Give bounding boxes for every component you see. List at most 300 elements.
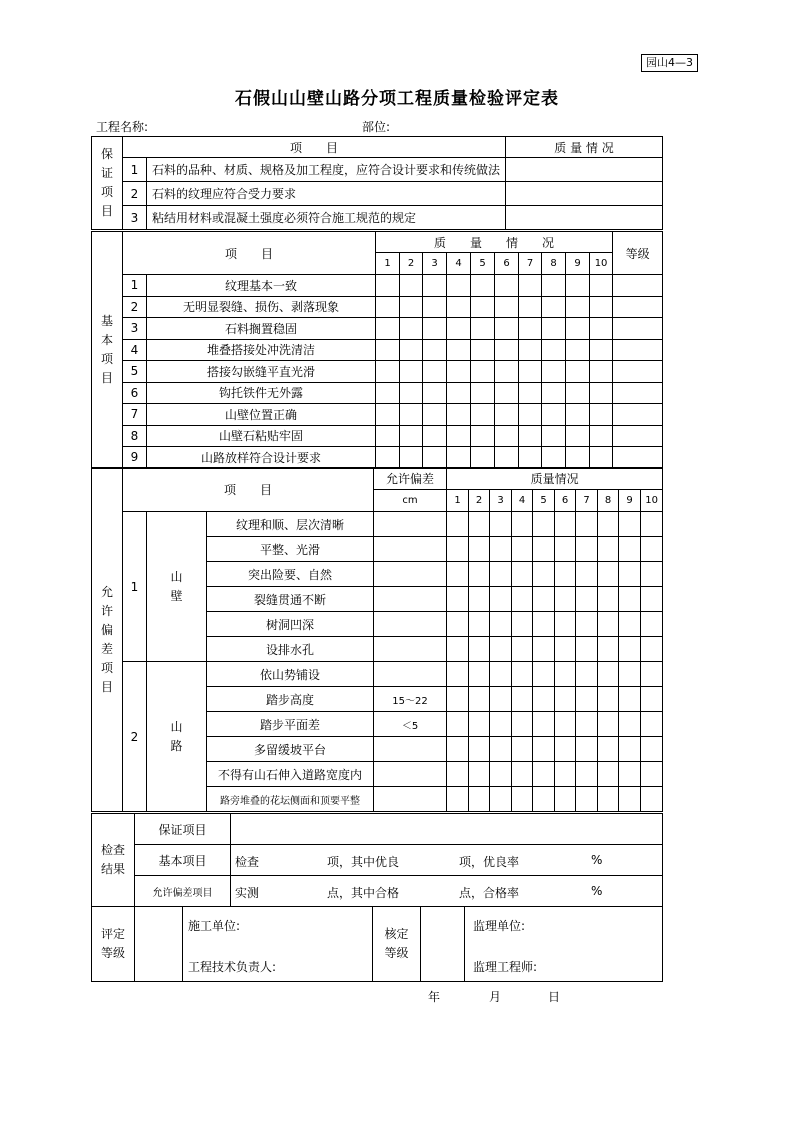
basic-grade-cell: [613, 318, 663, 340]
basic-check-cell: [590, 447, 613, 469]
basic-item-text: 搭接勾嵌缝平直光滑: [147, 361, 376, 383]
tolerance-check-cell: [619, 737, 641, 762]
result-table: [91, 813, 663, 907]
tolerance-check-cell: [576, 712, 598, 737]
tolerance-check-cell: [619, 587, 641, 612]
tolerance-check-cell: [641, 787, 663, 812]
guarantee-item-text: 石料的纹理应符合受力要求: [147, 182, 506, 206]
guarantee-item-text: 石料的品种、材质、规格及加工程度，应符合设计要求和传统做法: [147, 158, 506, 182]
basic-col-header: 7: [519, 253, 542, 275]
guarantee-item-no: 2: [123, 182, 147, 206]
tolerance-check-cell: [469, 612, 490, 637]
tolerance-item-header: 项 目: [123, 468, 374, 512]
tolerance-item-text: 多留缓坡平台: [207, 737, 374, 762]
basic-check-cell: [590, 382, 613, 404]
basic-check-cell: [471, 404, 495, 426]
basic-check-cell: [519, 318, 542, 340]
basic-grade-cell: [613, 275, 663, 297]
basic-items-table: [91, 231, 663, 469]
tolerance-check-cell: [619, 537, 641, 562]
basic-row: [92, 339, 663, 361]
tolerance-item-text: 路旁堆叠的花坛侧面和顶要平整: [207, 787, 374, 812]
tolerance-check-cell: [469, 637, 490, 662]
basic-check-cell: [519, 339, 542, 361]
tolerance-check-cell: [641, 537, 663, 562]
tolerance-item-allow: [374, 587, 447, 612]
basic-check-cell: [566, 361, 590, 383]
basic-item-header: 项 目: [123, 232, 376, 275]
tolerance-item-text: 树洞凹深: [207, 612, 374, 637]
tolerance-check-cell: [447, 587, 469, 612]
tolerance-check-cell: [512, 562, 533, 587]
form-code: 园山4—3: [641, 54, 698, 72]
tolerance-col-header: 6: [555, 490, 576, 512]
tolerance-group-no: 2: [123, 662, 147, 812]
tolerance-check-cell: [555, 737, 576, 762]
basic-col-header: 10: [590, 253, 613, 275]
check-tolerance-value: 实测 点，其中合格 点，合格率 %: [231, 876, 663, 907]
tolerance-check-cell: [555, 712, 576, 737]
basic-check-cell: [471, 275, 495, 297]
basic-check-cell: [447, 275, 471, 297]
date-year: 年: [428, 990, 441, 1004]
basic-check-cell: [400, 425, 423, 447]
guarantee-item-quality: [506, 158, 663, 182]
verify-value: [421, 907, 465, 982]
tolerance-check-cell: [619, 662, 641, 687]
basic-check-cell: [590, 275, 613, 297]
part-label: 部位:: [362, 120, 391, 134]
basic-check-cell: [400, 296, 423, 318]
basic-grade-cell: [613, 382, 663, 404]
basic-item-text: 纹理基本一致: [147, 275, 376, 297]
tolerance-check-cell: [555, 762, 576, 787]
tolerance-check-cell: [447, 537, 469, 562]
tolerance-check-cell: [576, 637, 598, 662]
tolerance-check-cell: [512, 762, 533, 787]
basic-check-cell: [423, 361, 447, 383]
tolerance-check-cell: [469, 787, 490, 812]
basic-check-cell: [400, 404, 423, 426]
tolerance-item-text: 依山势铺设: [207, 662, 374, 687]
tolerance-check-cell: [555, 787, 576, 812]
basic-check-cell: [400, 275, 423, 297]
tolerance-check-cell: [598, 537, 619, 562]
tolerance-check-cell: [598, 687, 619, 712]
basic-check-cell: [590, 361, 613, 383]
tolerance-check-cell: [598, 762, 619, 787]
basic-check-cell: [542, 296, 566, 318]
basic-check-cell: [495, 339, 519, 361]
tolerance-col-header: 8: [598, 490, 619, 512]
tolerance-section-label: 允 许 偏 差 项 目: [92, 468, 123, 812]
guarantee-item-text: 粘结用材料或混凝土强度必须符合施工规范的规定: [147, 206, 506, 230]
tolerance-check-cell: [533, 512, 555, 537]
basic-check-cell: [542, 447, 566, 469]
basic-item-no: 8: [123, 425, 147, 447]
tolerance-table: [91, 467, 663, 812]
basic-check-cell: [590, 425, 613, 447]
basic-row: [92, 275, 663, 297]
tolerance-col-header: 10: [641, 490, 663, 512]
tolerance-check-cell: [512, 587, 533, 612]
tolerance-check-cell: [490, 712, 512, 737]
basic-check-cell: [471, 318, 495, 340]
check-result-label: 检查 结果: [92, 814, 135, 907]
tolerance-check-cell: [598, 712, 619, 737]
tolerance-check-cell: [641, 762, 663, 787]
tolerance-col-header: 7: [576, 490, 598, 512]
tolerance-check-cell: [598, 512, 619, 537]
tolerance-check-cell: [512, 662, 533, 687]
basic-item-no: 5: [123, 361, 147, 383]
basic-check-cell: [542, 404, 566, 426]
guarantee-item-no: 3: [123, 206, 147, 230]
basic-check-cell: [376, 447, 400, 469]
basic-check-cell: [471, 382, 495, 404]
tolerance-check-cell: [469, 562, 490, 587]
tolerance-check-cell: [641, 587, 663, 612]
tolerance-check-cell: [490, 512, 512, 537]
basic-section-label: 基 本 项 目: [92, 232, 123, 469]
tolerance-check-cell: [533, 712, 555, 737]
basic-check-cell: [447, 404, 471, 426]
tolerance-check-cell: [576, 787, 598, 812]
tolerance-check-cell: [555, 662, 576, 687]
basic-col-header: 1: [376, 253, 400, 275]
tolerance-check-cell: [490, 587, 512, 612]
basic-check-cell: [471, 425, 495, 447]
tolerance-check-cell: [598, 787, 619, 812]
tolerance-check-cell: [490, 737, 512, 762]
guarantee-row: [92, 158, 663, 182]
tolerance-item-allow: [374, 662, 447, 687]
tolerance-item-text: 不得有山石伸入道路宽度内: [207, 762, 374, 787]
basic-check-cell: [447, 296, 471, 318]
basic-check-cell: [447, 425, 471, 447]
basic-check-cell: [519, 447, 542, 469]
tolerance-col-header: 2: [469, 490, 490, 512]
tolerance-check-cell: [598, 587, 619, 612]
tolerance-row: [92, 512, 663, 537]
tolerance-check-cell: [447, 762, 469, 787]
basic-check-cell: [376, 296, 400, 318]
date-month: 月: [489, 990, 502, 1004]
tolerance-check-cell: [576, 737, 598, 762]
basic-check-cell: [542, 339, 566, 361]
basic-check-cell: [423, 425, 447, 447]
basic-item-no: 4: [123, 339, 147, 361]
tolerance-check-cell: [555, 562, 576, 587]
tolerance-unit: cm: [374, 490, 447, 512]
tolerance-check-cell: [533, 537, 555, 562]
tolerance-check-cell: [576, 687, 598, 712]
basic-row: [92, 318, 663, 340]
guarantee-section-label: 保 证 项 目: [92, 137, 123, 230]
basic-check-cell: [423, 404, 447, 426]
basic-check-cell: [566, 447, 590, 469]
tolerance-check-cell: [447, 737, 469, 762]
basic-check-cell: [542, 361, 566, 383]
basic-col-header: 9: [566, 253, 590, 275]
basic-check-cell: [376, 339, 400, 361]
basic-item-no: 9: [123, 447, 147, 469]
basic-grade-header: 等级: [613, 232, 663, 275]
basic-check-cell: [566, 339, 590, 361]
tolerance-check-cell: [533, 587, 555, 612]
rating-value: [135, 907, 183, 982]
supervisor-label: 监理工程师:: [473, 960, 538, 974]
tolerance-check-cell: [447, 787, 469, 812]
tolerance-item-allow: ＜5: [374, 712, 447, 737]
tolerance-check-cell: [447, 562, 469, 587]
basic-check-cell: [566, 382, 590, 404]
basic-check-cell: [447, 382, 471, 404]
tolerance-check-cell: [555, 637, 576, 662]
tolerance-check-cell: [447, 687, 469, 712]
basic-col-header: 3: [423, 253, 447, 275]
basic-item-no: 6: [123, 382, 147, 404]
basic-item-text: 钩托铁件无外露: [147, 382, 376, 404]
tolerance-item-text: 裂缝贯通不断: [207, 587, 374, 612]
basic-item-no: 2: [123, 296, 147, 318]
tolerance-item-allow: [374, 787, 447, 812]
tolerance-check-cell: [576, 587, 598, 612]
tolerance-check-cell: [641, 637, 663, 662]
basic-check-cell: [566, 404, 590, 426]
basic-col-header: 4: [447, 253, 471, 275]
basic-check-cell: [376, 275, 400, 297]
tolerance-check-cell: [490, 612, 512, 637]
tolerance-check-cell: [641, 737, 663, 762]
tolerance-check-cell: [533, 737, 555, 762]
basic-check-cell: [542, 275, 566, 297]
tolerance-check-cell: [555, 687, 576, 712]
guarantee-item-quality: [506, 206, 663, 230]
basic-check-cell: [471, 447, 495, 469]
check-basic-value: 检查 项，其中优良 项，优良率 %: [231, 845, 663, 876]
basic-grade-cell: [613, 404, 663, 426]
tolerance-check-cell: [469, 662, 490, 687]
basic-check-cell: [519, 361, 542, 383]
tolerance-check-cell: [641, 687, 663, 712]
basic-check-cell: [590, 404, 613, 426]
tolerance-check-cell: [641, 712, 663, 737]
basic-item-no: 3: [123, 318, 147, 340]
tolerance-item-allow: [374, 537, 447, 562]
tolerance-check-cell: [619, 687, 641, 712]
tolerance-col-header: 5: [533, 490, 555, 512]
tolerance-check-cell: [490, 662, 512, 687]
basic-grade-cell: [613, 425, 663, 447]
basic-check-cell: [519, 275, 542, 297]
tolerance-check-cell: [533, 762, 555, 787]
tolerance-check-cell: [490, 787, 512, 812]
tolerance-col-header: 9: [619, 490, 641, 512]
basic-check-cell: [495, 447, 519, 469]
basic-check-cell: [495, 275, 519, 297]
construction-unit-label: 施工单位:: [188, 919, 241, 933]
tolerance-item-allow: [374, 762, 447, 787]
tolerance-check-cell: [533, 562, 555, 587]
tolerance-check-cell: [512, 687, 533, 712]
tolerance-check-cell: [619, 512, 641, 537]
basic-check-cell: [519, 382, 542, 404]
basic-check-cell: [566, 275, 590, 297]
check-tolerance-label: 允许偏差项目: [135, 876, 231, 907]
tolerance-item-text: 踏步平面差: [207, 712, 374, 737]
basic-item-no: 1: [123, 275, 147, 297]
basic-check-cell: [447, 361, 471, 383]
basic-check-cell: [423, 382, 447, 404]
basic-item-text: 无明显裂缝、损伤、剥落现象: [147, 296, 376, 318]
basic-check-cell: [542, 425, 566, 447]
tolerance-check-cell: [598, 662, 619, 687]
tolerance-check-cell: [533, 612, 555, 637]
tolerance-allow-header: 允许偏差: [374, 468, 447, 490]
basic-item-text: 石料搁置稳固: [147, 318, 376, 340]
check-guarantee-value: [231, 814, 663, 845]
basic-row: [92, 296, 663, 318]
tolerance-item-allow: [374, 637, 447, 662]
tolerance-check-cell: [619, 762, 641, 787]
tolerance-check-cell: [469, 587, 490, 612]
construction-block: [183, 907, 373, 982]
basic-check-cell: [376, 425, 400, 447]
basic-col-header: 2: [400, 253, 423, 275]
basic-check-cell: [519, 425, 542, 447]
check-guarantee-label: 保证项目: [135, 814, 231, 845]
tolerance-check-cell: [576, 762, 598, 787]
tolerance-col-header: 3: [490, 490, 512, 512]
tolerance-check-cell: [576, 512, 598, 537]
basic-check-cell: [495, 382, 519, 404]
guarantee-table: [91, 136, 663, 230]
tolerance-check-cell: [555, 512, 576, 537]
tolerance-check-cell: [512, 637, 533, 662]
tolerance-check-cell: [598, 637, 619, 662]
tolerance-check-cell: [512, 612, 533, 637]
basic-check-cell: [376, 361, 400, 383]
basic-check-cell: [590, 339, 613, 361]
guarantee-item-no: 1: [123, 158, 147, 182]
tolerance-check-cell: [533, 662, 555, 687]
tech-lead-label: 工程技术负责人:: [188, 960, 277, 974]
basic-check-cell: [495, 425, 519, 447]
tolerance-check-cell: [469, 537, 490, 562]
tolerance-item-text: 突出险要、自然: [207, 562, 374, 587]
basic-row: [92, 425, 663, 447]
basic-check-cell: [423, 339, 447, 361]
tolerance-check-cell: [447, 637, 469, 662]
basic-check-cell: [423, 447, 447, 469]
date-day: 日: [548, 990, 561, 1004]
basic-check-cell: [495, 361, 519, 383]
tolerance-check-cell: [641, 662, 663, 687]
basic-col-header: 6: [495, 253, 519, 275]
basic-grade-cell: [613, 447, 663, 469]
tolerance-quality-header: 质量情况: [447, 468, 663, 490]
basic-check-cell: [447, 447, 471, 469]
tolerance-check-cell: [576, 662, 598, 687]
tolerance-check-cell: [619, 612, 641, 637]
tolerance-check-cell: [533, 687, 555, 712]
tolerance-check-cell: [619, 787, 641, 812]
basic-check-cell: [400, 318, 423, 340]
tolerance-check-cell: [447, 662, 469, 687]
tolerance-check-cell: [533, 637, 555, 662]
verify-label: 核定 等级: [373, 907, 421, 982]
basic-row: [92, 382, 663, 404]
guarantee-item-header: 项 目: [123, 137, 506, 158]
basic-item-no: 7: [123, 404, 147, 426]
basic-check-cell: [519, 404, 542, 426]
rating-label: 评定 等级: [92, 907, 135, 982]
tolerance-row: [92, 662, 663, 687]
basic-check-cell: [376, 404, 400, 426]
tolerance-check-cell: [619, 637, 641, 662]
basic-row: [92, 404, 663, 426]
project-name-label: 工程名称:: [96, 120, 149, 134]
tolerance-check-cell: [641, 562, 663, 587]
guarantee-quality-header: 质 量 情 况: [506, 137, 663, 158]
basic-check-cell: [471, 296, 495, 318]
guarantee-item-quality: [506, 182, 663, 206]
basic-check-cell: [542, 318, 566, 340]
tolerance-check-cell: [512, 537, 533, 562]
guarantee-row: [92, 206, 663, 230]
basic-item-text: 山路放样符合设计要求: [147, 447, 376, 469]
tolerance-check-cell: [447, 712, 469, 737]
supervision-block: [465, 907, 663, 982]
basic-check-cell: [400, 339, 423, 361]
basic-row: [92, 361, 663, 383]
basic-item-text: 堆叠搭接处冲洗清洁: [147, 339, 376, 361]
tolerance-item-allow: [374, 512, 447, 537]
tolerance-check-cell: [469, 687, 490, 712]
basic-check-cell: [566, 296, 590, 318]
basic-col-header: 5: [471, 253, 495, 275]
basic-quality-header: 质 量 情 况: [376, 232, 613, 253]
basic-grade-cell: [613, 339, 663, 361]
tolerance-item-text: 踏步高度: [207, 687, 374, 712]
tolerance-item-text: 设排水孔: [207, 637, 374, 662]
tolerance-check-cell: [598, 737, 619, 762]
tolerance-item-allow: [374, 612, 447, 637]
tolerance-check-cell: [576, 612, 598, 637]
basic-check-cell: [447, 318, 471, 340]
tolerance-check-cell: [490, 562, 512, 587]
basic-check-cell: [376, 318, 400, 340]
tolerance-item-allow: 15～22: [374, 687, 447, 712]
basic-grade-cell: [613, 296, 663, 318]
tolerance-check-cell: [490, 637, 512, 662]
tolerance-check-cell: [619, 562, 641, 587]
tolerance-check-cell: [447, 612, 469, 637]
tolerance-check-cell: [469, 712, 490, 737]
rating-table: [91, 906, 663, 982]
basic-check-cell: [519, 296, 542, 318]
supervision-unit-label: 监理单位:: [473, 919, 526, 933]
tolerance-item-text: 纹理和顺、层次清晰: [207, 512, 374, 537]
basic-check-cell: [447, 339, 471, 361]
basic-check-cell: [566, 425, 590, 447]
basic-check-cell: [471, 361, 495, 383]
tolerance-check-cell: [641, 512, 663, 537]
tolerance-item-text: 平整、光滑: [207, 537, 374, 562]
basic-check-cell: [423, 296, 447, 318]
tolerance-group-name: 山 路: [147, 662, 207, 812]
